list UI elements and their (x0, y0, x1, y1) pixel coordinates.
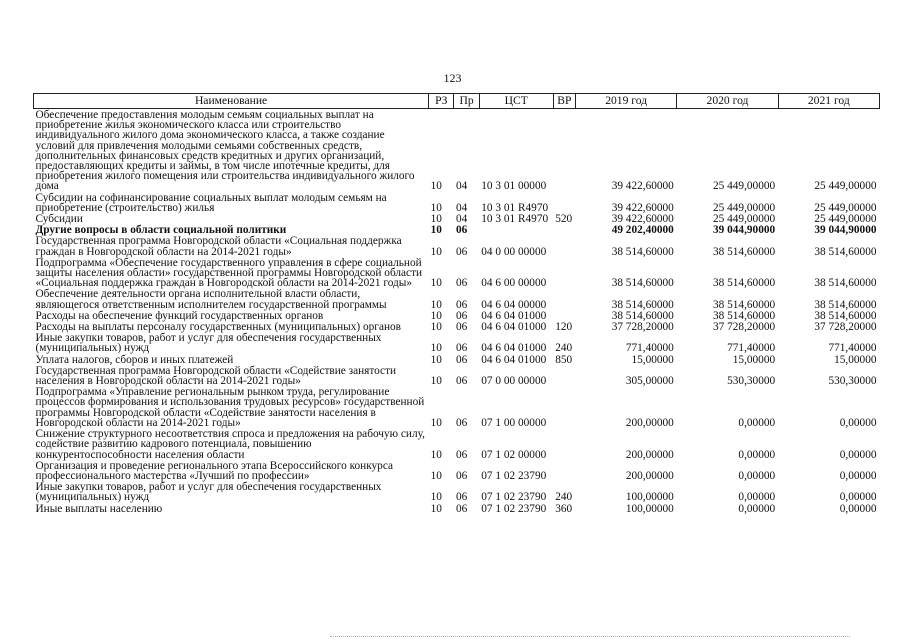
row-cst: 10 3 01 R4970 (481, 201, 549, 214)
row-name: Субсидии на софинансирование социальных выплат молодым семьям на приобретение (строительство) жилья (35, 191, 387, 214)
table-header-row (34, 94, 880, 109)
row-rz: 10 (430, 213, 442, 226)
row-amount-2019: 37 728,20000 (611, 321, 674, 334)
row-cst: 10 3 01 00000 (481, 180, 547, 193)
row-amount-2019: 38 514,60000 (611, 277, 674, 290)
row-amount-2019: 200,00000 (625, 469, 674, 482)
row-rz: 10 (430, 491, 442, 504)
row-rz: 10 (430, 298, 442, 311)
row-amount-2021: 25 449,00000 (814, 180, 877, 193)
table-row (34, 481, 880, 502)
row-name: Субсидии (35, 213, 83, 226)
row-amount-2021: 38 514,60000 (814, 309, 877, 322)
row-rz: 10 (430, 201, 442, 214)
row-pr: 06 (455, 469, 468, 482)
table-row (34, 192, 880, 213)
row-pr: 04 (455, 213, 468, 226)
row-amount-2021: 0,00000 (839, 502, 877, 515)
row-amount-2021: 39 044,90000 (814, 224, 877, 237)
row-amount-2020: 38 514,60000 (713, 309, 776, 322)
row-rz: 10 (430, 469, 442, 482)
row-amount-2020: 0,00000 (738, 502, 776, 515)
row-amount-2019: 49 202,40000 (611, 224, 674, 237)
row-amount-2020: 771,40000 (727, 342, 776, 355)
row-amount-2021: 38 514,60000 (814, 298, 877, 311)
row-name: Подпрограмма «Управление региональным рынком труда, регулирование процессов формирования и использования трудовых ресурсов» государственной программы Новгородской области «Содействие занятости населения в Новгородской области на 2014-2021 годы» (35, 386, 425, 429)
row-amount-2020: 0,00000 (738, 491, 776, 504)
row-rz: 10 (430, 502, 442, 515)
table-row (34, 310, 880, 321)
row-amount-2021: 37 728,20000 (814, 321, 877, 334)
column-header-cst: ЦСТ (479, 94, 553, 109)
row-name: Иные закупки товаров, работ и услуг для обеспечения государственных (муниципальных) нужд (35, 332, 382, 355)
row-rz: 10 (430, 277, 442, 290)
row-pr: 06 (455, 353, 468, 366)
row-amount-2021: 0,00000 (839, 469, 877, 482)
row-amount-2019: 39 422,60000 (611, 201, 674, 214)
table-row (34, 365, 880, 386)
row-name: Другие вопросы в области социальной политики (35, 224, 287, 237)
row-pr: 06 (455, 298, 468, 311)
row-rz: 10 (430, 321, 442, 334)
row-amount-2021: 25 449,00000 (814, 201, 877, 214)
table-row (34, 213, 880, 224)
table-row (34, 428, 880, 460)
row-vr (553, 235, 575, 256)
row-amount-2019: 38 514,60000 (611, 245, 674, 258)
row-cst: 04 6 00 00000 (481, 277, 547, 290)
row-amount-2019: 771,40000 (625, 342, 674, 355)
row-rz: 10 (430, 353, 442, 366)
row-amount-2020: 530,30000 (727, 375, 776, 388)
row-pr: 06 (455, 502, 468, 515)
row-cst: 04 6 04 01000 (481, 321, 547, 334)
column-header-rz: РЗ (429, 94, 454, 109)
row-vr: 850 (555, 353, 573, 366)
row-amount-2021: 771,40000 (828, 342, 877, 355)
row-amount-2019: 100,00000 (625, 491, 674, 504)
row-cst: 07 1 02 23790 (481, 491, 547, 504)
row-rz: 10 (430, 180, 442, 193)
table-row (34, 321, 880, 332)
row-pr: 06 (455, 245, 468, 258)
row-rz: 10 (430, 448, 442, 461)
row-amount-2021: 530,30000 (828, 375, 877, 388)
column-header-2021: 2021 год (778, 94, 879, 109)
row-amount-2021: 0,00000 (839, 491, 877, 504)
row-name: Уплата налогов, сборов и иных платежей (35, 353, 234, 366)
row-amount-2020: 38 514,60000 (713, 245, 776, 258)
row-amount-2019: 200,00000 (625, 416, 674, 429)
row-pr: 06 (455, 342, 468, 355)
row-vr: 360 (555, 502, 573, 515)
row-amount-2020: 0,00000 (738, 448, 776, 461)
row-pr: 06 (455, 277, 468, 290)
row-vr: 120 (555, 321, 573, 334)
row-amount-2019: 100,00000 (625, 502, 674, 515)
row-pr: 04 (455, 180, 468, 193)
row-amount-2020: 0,00000 (738, 416, 776, 429)
row-amount-2019: 39 422,60000 (611, 180, 674, 193)
row-rz: 10 (430, 342, 442, 355)
row-cst (479, 224, 553, 235)
row-vr (553, 224, 575, 235)
row-cst: 04 0 00 00000 (481, 245, 547, 258)
row-amount-2020: 38 514,60000 (713, 298, 776, 311)
row-pr: 06 (455, 448, 468, 461)
column-header-pr: Пр (454, 94, 479, 109)
row-vr (553, 386, 575, 428)
row-name: Расходы на выплаты персоналу государственных (муниципальных) органов (35, 321, 401, 334)
row-amount-2021: 15,00000 (834, 353, 877, 366)
row-amount-2019: 15,00000 (631, 353, 674, 366)
row-rz: 10 (430, 245, 442, 258)
row-rz: 10 (430, 309, 442, 322)
row-cst: 07 0 00 00000 (481, 375, 547, 388)
row-vr: 520 (555, 213, 573, 226)
row-amount-2019: 39 422,60000 (611, 213, 674, 226)
row-cst: 10 3 01 R4970 (481, 213, 549, 226)
row-vr: 240 (555, 491, 573, 504)
row-cst: 07 1 02 23790 (481, 469, 547, 482)
row-name: Снижение структурного несоответствия спроса и предложения на рабочую силу, содействие развитию кадрового потенциала, повышению конкурентоспособности населения области (35, 428, 425, 461)
row-rz: 10 (430, 416, 442, 429)
row-amount-2021: 0,00000 (839, 416, 877, 429)
page-bottom-rule (330, 636, 850, 638)
row-pr: 04 (455, 201, 468, 214)
row-name: Государственная программа Новгородской области «Социальная поддержка граждан в Новгородской области на 2014-2021 годы» (35, 235, 402, 258)
row-cst: 07 1 02 00000 (481, 448, 547, 461)
row-amount-2020: 0,00000 (738, 469, 776, 482)
row-rz: 10 (430, 375, 442, 388)
row-pr: 06 (455, 224, 468, 237)
table-row (34, 288, 880, 309)
row-amount-2020: 38 514,60000 (713, 277, 776, 290)
row-amount-2020: 37 728,20000 (713, 321, 776, 334)
table-row (34, 503, 880, 514)
row-pr: 06 (455, 375, 468, 388)
table-row (34, 354, 880, 365)
table-row (34, 332, 880, 353)
row-amount-2021: 25 449,00000 (814, 213, 877, 226)
row-vr (553, 257, 575, 289)
table-row (34, 460, 880, 481)
table-row (34, 235, 880, 256)
table-body (34, 109, 880, 514)
table-row (34, 257, 880, 289)
row-name: Расходы на обеспечение функций государственных органов (35, 309, 324, 322)
row-cst: 04 6 04 01000 (481, 309, 547, 322)
row-cst: 07 1 02 23790 (481, 502, 547, 515)
row-name: Государственная программа Новгородской области «Содействие занятости населения в Новгородской области на 2014-2021 годы» (35, 364, 397, 388)
row-amount-2019: 38 514,60000 (611, 309, 674, 322)
row-pr: 06 (455, 416, 468, 429)
row-amount-2020: 25 449,00000 (713, 180, 776, 193)
row-cst: 07 1 00 00000 (481, 416, 547, 429)
row-pr: 06 (455, 491, 468, 504)
row-vr (553, 192, 575, 213)
row-amount-2020: 15,00000 (732, 353, 776, 366)
row-amount-2021: 38 514,60000 (814, 245, 877, 258)
row-pr: 06 (455, 321, 468, 334)
row-name: Обеспечение предоставления молодым семьям социальных выплат на приобретение жилья экономического класса или строительство индивидуального жилого дома экономического класса, а также создание условий для привлечения молодыми семьями собственных средств, дополнительных финансовых средств кредитных и других организаций, предоставляющих кредиты и займы, в том числе ипотечные кредиты, для приобретения жилого помещения или строительства индивидуального жилого дома (35, 109, 415, 193)
table-row (34, 109, 880, 192)
row-amount-2020: 25 449,00000 (713, 201, 776, 214)
row-pr: 06 (455, 309, 468, 322)
table-row (34, 224, 880, 235)
row-vr (553, 460, 575, 481)
row-name: Иные закупки товаров, работ и услуг для обеспечения государственных (муниципальных) нужд (35, 481, 382, 504)
row-amount-2019: 305,00000 (625, 375, 674, 388)
row-amount-2021: 38 514,60000 (814, 277, 877, 290)
column-header-vr: ВР (553, 94, 575, 109)
row-vr (553, 288, 575, 309)
row-vr (553, 428, 575, 460)
row-amount-2021: 0,00000 (839, 448, 877, 461)
row-amount-2020: 25 449,00000 (713, 213, 776, 226)
budget-table (33, 93, 880, 514)
column-header-name: Наименование (34, 94, 429, 109)
row-vr: 240 (555, 342, 573, 355)
row-vr (553, 365, 575, 386)
row-name: Подпрограмма «Обеспечение государственного управления в сфере социальной защиты населения области» государственной программы Новгородской области «Социальная поддержка граждан в Новгородской области на 2014-2021 годы» (35, 256, 423, 290)
row-cst: 04 6 04 01000 (481, 353, 547, 366)
row-vr (553, 109, 575, 192)
row-cst: 04 6 04 01000 (481, 342, 547, 355)
row-amount-2019: 200,00000 (625, 448, 674, 461)
row-amount-2020: 39 044,90000 (713, 224, 776, 237)
column-header-2019: 2019 год (576, 94, 677, 109)
row-vr (553, 310, 575, 321)
row-name: Организация и проведение регионального этапа Всероссийского конкурса профессионального мастерства «Лучший по профессии» (35, 459, 394, 482)
row-name: Иные выплаты населению (35, 502, 163, 515)
table-row (34, 386, 880, 428)
row-cst: 04 6 04 00000 (481, 298, 547, 311)
row-name: Обеспечение деятельности органа исполнительной власти области, являющегося ответственным исполнителем государственной программы (35, 288, 387, 311)
row-amount-2019: 38 514,60000 (611, 298, 674, 311)
page-number: 123 (443, 71, 462, 85)
column-header-2020: 2020 год (677, 94, 778, 109)
row-rz: 10 (430, 224, 442, 237)
